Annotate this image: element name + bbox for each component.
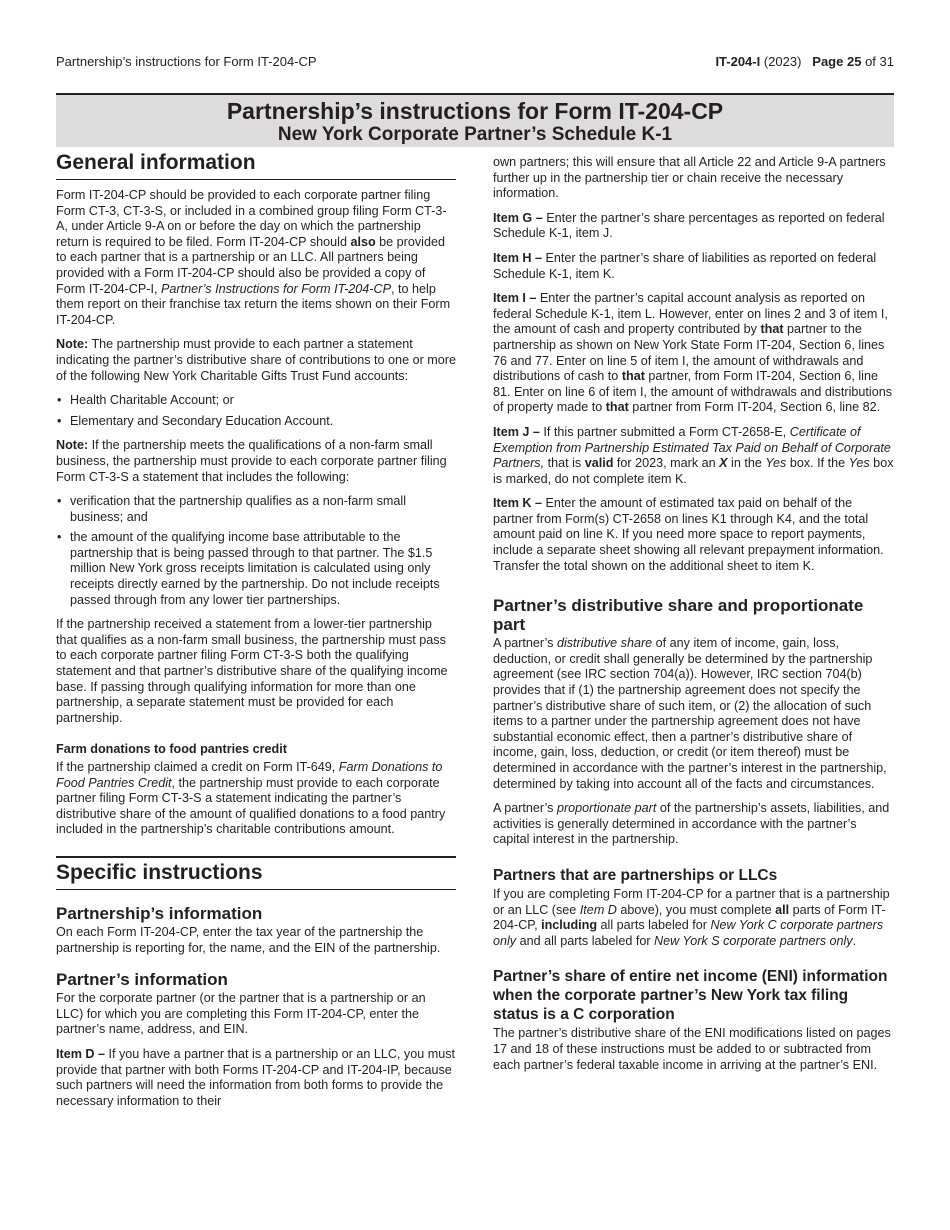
bullet-list-non-farm bbox=[56, 494, 456, 608]
right-column bbox=[493, 155, 895, 1082]
item-g-paragraph bbox=[493, 211, 895, 242]
text-italic: distributive share bbox=[556, 636, 653, 651]
text: that is bbox=[544, 456, 585, 471]
text-bold: all bbox=[775, 902, 790, 917]
text-italic: Yes bbox=[848, 456, 870, 471]
text-bold: valid bbox=[584, 456, 614, 471]
general-info-heading: General information bbox=[56, 151, 456, 180]
bullet-list-accounts bbox=[56, 393, 456, 429]
page-header bbox=[56, 54, 894, 72]
specific-instructions-heading: Specific instructions bbox=[56, 856, 456, 890]
eni-paragraph: The partner’s distributive share of the ENI modifications listed on pages 17 and 18 of these instructions must be added to or subtracted from each partner’s federal taxable income in arriving at the partner’s ENI. bbox=[493, 1026, 891, 1072]
list-item: • Health Charitable Account; or bbox=[70, 393, 456, 409]
text-bold-italic: X bbox=[719, 456, 728, 471]
item-d-paragraph bbox=[56, 1047, 456, 1109]
text-italic: Yes bbox=[765, 456, 787, 471]
distributive-share-paragraph bbox=[493, 636, 895, 792]
text: partner from Form IT-204, Section 6, line 82. bbox=[628, 400, 881, 415]
text-italic: New York C corporate partners only bbox=[493, 918, 884, 948]
item-h-paragraph bbox=[493, 251, 895, 282]
text-bold: that bbox=[605, 400, 629, 415]
note-label: Note: bbox=[56, 438, 89, 453]
text: above), you must complete bbox=[616, 902, 776, 917]
list-item: • verification that the partnership qualifies as a non-farm small business; and bbox=[70, 494, 456, 525]
item-label: Item G – bbox=[493, 210, 543, 225]
text: , to help them report on their franchise tax return the items shown on their Form IT-204-CP. bbox=[56, 281, 451, 327]
text: of the partnership’s assets, liabilities, and activities is generally determined in accordance with the partner’s capital interest in the partnership. bbox=[493, 801, 890, 847]
text: . bbox=[852, 933, 857, 948]
header-year: (2023) bbox=[763, 54, 802, 69]
eni-heading: Partner’s share of entire net income (ENI) information when the corporate partner’s New York tax filing status is a C corporation bbox=[493, 968, 888, 1024]
note-non-farm bbox=[56, 438, 456, 485]
title-band bbox=[56, 93, 894, 147]
text: Enter the amount of estimated tax paid on behalf of the partner from Form(s) CT-2658 on lines K1 through K4, and the total amount paid on line K. If you need more space to report payments, include a separate sheet showing all relevant prepayment information. Transfer the total shown on the additional sheet to item K. bbox=[493, 496, 884, 573]
note-charitable bbox=[56, 337, 456, 384]
text-bold: that bbox=[760, 322, 784, 337]
text: Enter the partner’s capital account analysis as reported on federal Schedule K-1, item L. However, enter on lines 2 and 3 of item I, the amount of cash and property contributed by bbox=[493, 291, 888, 337]
item-label: Item K – bbox=[493, 496, 542, 511]
farm-donations-heading: Farm donations to food pantries credit bbox=[56, 742, 287, 757]
text-bold: including bbox=[541, 918, 598, 933]
header-page-of: of 31 bbox=[865, 54, 894, 69]
note-label: Note: bbox=[56, 337, 89, 352]
text-italic: Item D bbox=[579, 902, 617, 917]
text: The partnership must provide to each partner a statement indicating the partner’s distributive share of contributions to one or more of the following New York Charitable Gifts Trust Fund accounts: bbox=[56, 337, 456, 383]
left-column bbox=[56, 151, 456, 1118]
text: all parts labeled for bbox=[597, 918, 711, 933]
list-item: • the amount of the qualifying income base attributable to the partnership that is being passed through to that partner. The $1.5 million New York gross receipts limitation is calculated using only receipts directly earned by the partnership. Do not include receipts passed through from any lower tier partnerships. bbox=[70, 530, 456, 608]
item-k-paragraph bbox=[493, 496, 895, 574]
partner-info-heading: Partner’s information bbox=[56, 970, 228, 990]
text: of any item of income, gain, loss, deduction, or credit shall generally be determined by the partnership agreement (see IRC section 704(a)). However, IRC section 704(b) provides that if (1) the partnership agreement does not specify the partner’s distributive share of such item, or (2) the allocation of such items to a partner under the partnership agreement does not have substantial economic effect, then a partner’s distributive share of income, gain, loss, deduction, or credit (or item thereof) must be determined in accordance with the partner’s interest in the partnership, determined by taking into account all of the facts and circumstances. bbox=[493, 636, 887, 791]
item-label: Item I – bbox=[493, 291, 537, 306]
header-page-info bbox=[715, 54, 894, 69]
distributive-share-heading: Partner’s distributive share and proportionate part bbox=[493, 596, 864, 635]
lower-tier-paragraph: If the partnership received a statement from a lower-tier partnership that qualifies as a non-farm small business, the partnership must pass to each corporate partner filing Form CT-3-S both the qualifying statement and that partner’s distributive share of the qualifying income base. If passing through qualifying information for more than one partnership, a separate statement must be provided for each partnership. bbox=[56, 617, 448, 725]
text: , the partnership must provide to each corporate partner filing Form CT-3-S a statement indicating the partner’s distributive share of the amount of qualified donations to a food pantry included in the partnership’s charitable contributions amount. bbox=[56, 775, 446, 837]
partnership-info-paragraph: On each Form IT-204-CP, enter the tax year of the partnership the partnership is reporting for, the name, and the EIN of the partnership. bbox=[56, 924, 441, 955]
item-i-paragraph bbox=[493, 291, 895, 416]
proportionate-part-paragraph bbox=[493, 801, 895, 848]
text-italic: Farm Donations to Food Pantries Credit bbox=[56, 760, 443, 790]
text: Form IT-204-CP should be provided to each corporate partner filing Form CT-3, CT-3-S, or included in a combined group filing Form CT-3-A, under Article 9-A on or before the day on which the partnership return is required to be filed. Form IT-204-CP should bbox=[56, 188, 447, 249]
text: parts of Form IT-204-CP, bbox=[493, 902, 886, 933]
text-italic: proportionate part bbox=[556, 801, 657, 816]
text-italic: Certificate of Exemption from Partnership Estimated Tax Paid on Behalf of Corporate Partners, bbox=[493, 424, 891, 471]
item-d-continued: own partners; this will ensure that all Article 22 and Article 9-A partners further up in the partnership tier or chain receive the necessary information. bbox=[493, 155, 886, 201]
item-label: Item D – bbox=[56, 1046, 105, 1061]
header-form-id: IT-204-I bbox=[715, 54, 761, 69]
text: and all parts labeled for bbox=[516, 933, 655, 948]
llc-partners-paragraph bbox=[493, 887, 895, 949]
header-left-title: Partnership’s instructions for Form IT-204-CP bbox=[56, 54, 317, 69]
text: If the partnership meets the qualifications of a non-farm small business, the partnership must provide to each corporate partner filing Form CT-3-S a statement that includes the following: bbox=[56, 438, 447, 484]
text: If you are completing Form IT-204-CP for a partner that is a partnership or an LLC (see bbox=[493, 886, 890, 917]
text: for 2023, mark an bbox=[613, 456, 720, 471]
text: Enter the partner’s share of liabilities as reported on federal Schedule K-1, item K. bbox=[493, 250, 877, 281]
text: be provided to each partner that is a partnership or an LLC. All partners being provided with a Form IT-204-CP should also be provided a copy of Form IT-204-CP-I, bbox=[56, 234, 445, 296]
text: If this partner submitted a Form CT-2658-E, bbox=[539, 424, 790, 439]
text: box. If the bbox=[786, 456, 849, 471]
item-j-paragraph bbox=[493, 425, 895, 487]
header-page-label: Page bbox=[812, 54, 844, 69]
partner-info-paragraph: For the corporate partner (or the partner that is a partnership or an LLC) for which you are completing this Form IT-204-CP, enter the partner’s name, address, and EIN. bbox=[56, 991, 426, 1037]
text: Enter the partner’s share percentages as reported on federal Schedule K-1, item J. bbox=[493, 210, 885, 241]
farm-donations-paragraph bbox=[56, 760, 456, 838]
list-item: • Elementary and Secondary Education Account. bbox=[70, 414, 456, 430]
text: partner to the partnership as shown on New York State Form IT-204, Section 6, lines 76 and 77. Enter on line 5 of item I, the amount of withdrawals and distributions of cash to bbox=[493, 322, 885, 384]
partnership-info-heading: Partnership’s information bbox=[56, 903, 263, 923]
text-italic: Partner’s Instructions for Form IT-204-CP bbox=[160, 281, 392, 296]
text-bold: also bbox=[350, 234, 376, 249]
general-paragraph bbox=[56, 188, 456, 328]
text-bold: that bbox=[621, 369, 645, 384]
text: If you have a partner that is a partnership or an LLC, you must provide that partner with both Forms IT-204-CP and IT-204-IP, because such partners will need the information from both forms to provide the necessary information to their bbox=[56, 1046, 456, 1108]
text: partner, from Form IT-204, Section 6, line 81. Enter on line 6 of item I, the amount of withdrawals and distributions of property made to bbox=[493, 369, 893, 415]
item-label: Item J – bbox=[493, 424, 540, 439]
text: A partner’s bbox=[493, 801, 557, 816]
llc-partners-heading: Partners that are partnerships or LLCs bbox=[493, 866, 778, 884]
page-title: Partnership’s instructions for Form IT-204-CP bbox=[226, 98, 724, 124]
text: box is marked, do not complete item K. bbox=[493, 456, 894, 486]
text: in the bbox=[727, 456, 766, 471]
text-italic: New York S corporate partners only bbox=[654, 933, 853, 948]
text: If the partnership claimed a credit on Form IT-649, bbox=[56, 760, 339, 774]
item-label: Item H – bbox=[493, 250, 542, 265]
header-page-num: 25 bbox=[846, 54, 862, 69]
page-subtitle: New York Corporate Partner’s Schedule K-1 bbox=[277, 124, 673, 145]
text: A partner’s bbox=[493, 636, 557, 651]
